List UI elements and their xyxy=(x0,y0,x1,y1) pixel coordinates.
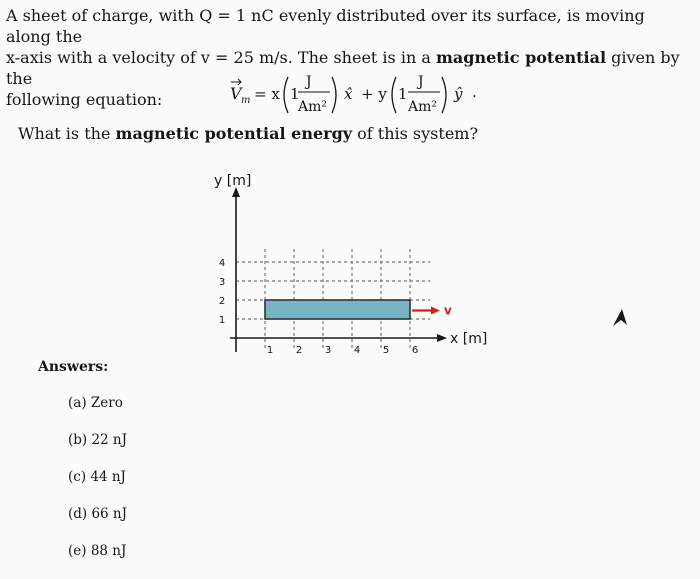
right-paren-1-icon xyxy=(332,77,336,113)
eq-unit-den-1: Am² xyxy=(298,99,327,115)
x-tick-labels xyxy=(267,345,418,356)
x-tick-label: 5 xyxy=(382,345,390,356)
answer-option[interactable]: (d) 66 nJ xyxy=(68,506,128,522)
answer-option[interactable]: (c) 44 nJ xyxy=(68,469,126,485)
question-post: of this system? xyxy=(357,124,479,143)
eq-yhat: ŷ xyxy=(454,85,463,103)
left-paren-1-icon xyxy=(284,77,288,113)
answers-list xyxy=(68,394,127,579)
answer-option[interactable]: (b) 22 nJ xyxy=(68,432,128,448)
eq-lhs: V xyxy=(230,84,242,103)
left-paren-2-icon xyxy=(392,77,396,113)
sheet-figure xyxy=(190,170,510,370)
eq-unit-num-1: J xyxy=(306,74,312,90)
answer-option[interactable]: (a) Zero xyxy=(68,395,123,411)
y-tick-labels xyxy=(219,258,225,326)
grid xyxy=(236,249,430,348)
velocity-arrow-icon xyxy=(431,307,440,315)
question-pre: What is the xyxy=(18,124,111,143)
potential-equation xyxy=(230,66,530,118)
eq-unit-num-2: J xyxy=(418,74,424,90)
x-axis-label: x [m] xyxy=(450,331,488,347)
problem-line-3: following equation: xyxy=(6,90,163,109)
problem-line-2-end: given by the xyxy=(6,48,680,88)
eq-one-1: 1 xyxy=(290,85,300,103)
problem-line-2-text: x-axis with a velocity of v = 25 m/s. The sheet is in a xyxy=(6,48,431,67)
mouse-cursor-icon xyxy=(607,307,629,329)
y-tick-label: 2 xyxy=(218,296,226,307)
problem-line-2-bold: magnetic potential xyxy=(435,48,607,67)
answer-option[interactable]: (e) 88 nJ xyxy=(68,543,127,559)
x-axis-arrow-icon xyxy=(437,334,447,342)
x-tick-label: 4 xyxy=(353,345,361,356)
x-tick-label: 6 xyxy=(411,345,419,356)
problem-line-1: A sheet of charge, with Q = 1 nC evenly distributed over its surface, is moving along the xyxy=(6,6,645,46)
x-tick-label: 3 xyxy=(324,345,332,356)
right-paren-2-icon xyxy=(442,77,446,113)
answers-title: Answers: xyxy=(38,359,109,375)
x-tick-label: 1 xyxy=(266,345,274,356)
question-bold: magnetic potential energy xyxy=(115,124,353,143)
x-tick-label: 2 xyxy=(295,345,303,356)
y-axis-label: y [m] xyxy=(214,173,252,189)
velocity-label: v xyxy=(444,303,452,318)
y-tick-label: 1 xyxy=(218,315,226,326)
eq-lhs-sub: m xyxy=(241,95,251,106)
y-tick-label: 3 xyxy=(218,277,226,288)
question xyxy=(18,124,478,143)
eq-xhat: x̂ xyxy=(344,85,353,103)
eq-one-2: 1 xyxy=(398,85,408,103)
y-tick-label: 4 xyxy=(218,258,226,269)
charge-sheet xyxy=(265,300,410,319)
eq-equals: = x xyxy=(254,85,280,103)
eq-period: . xyxy=(472,83,477,101)
eq-plus-y: + y xyxy=(361,85,387,103)
eq-unit-den-2: Am² xyxy=(408,99,437,115)
